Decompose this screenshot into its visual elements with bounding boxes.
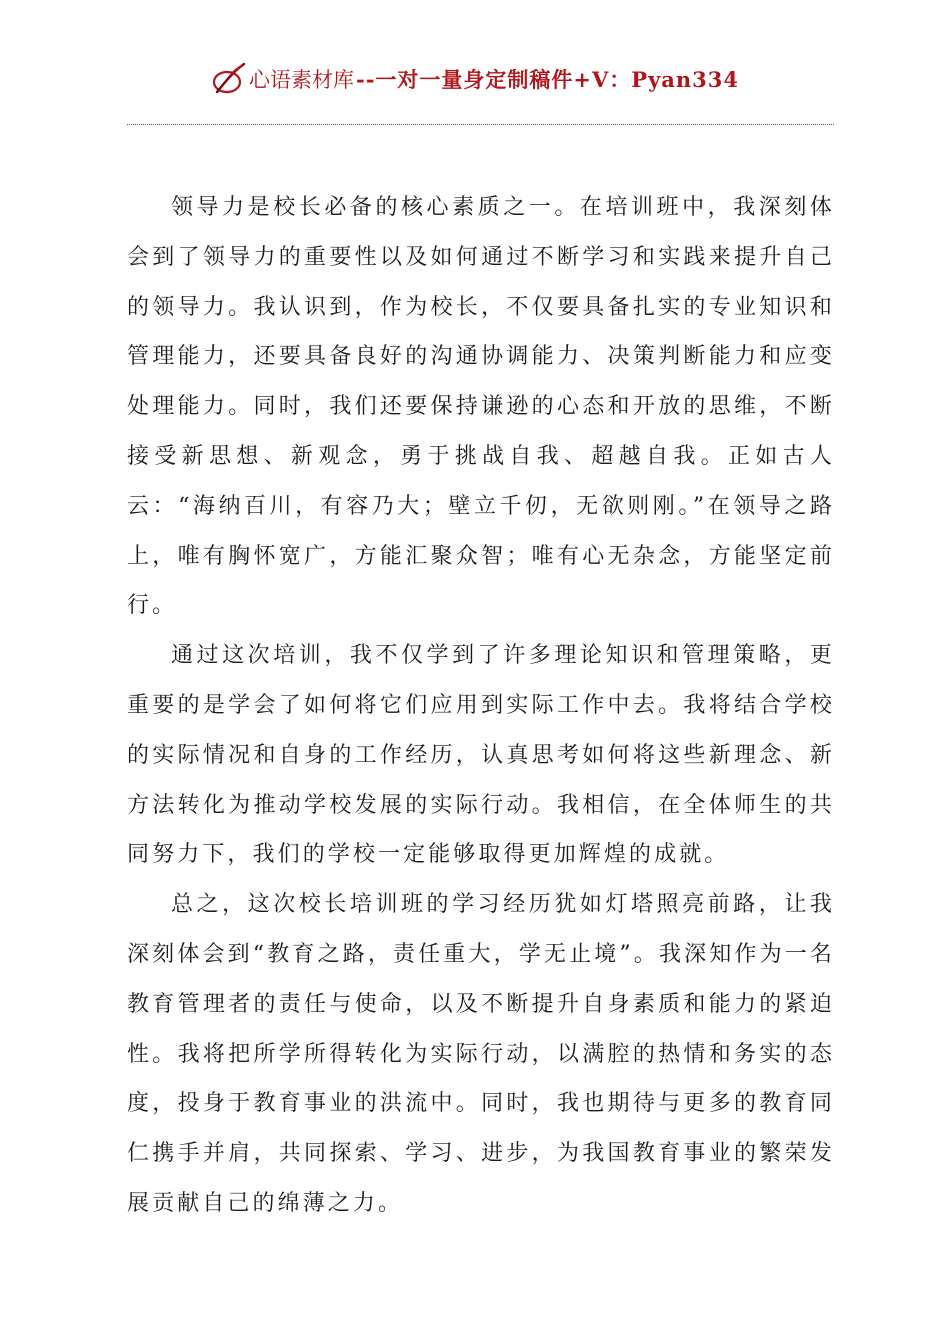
header-divider <box>127 124 834 125</box>
quill-pen-logo-icon <box>211 62 247 96</box>
header-slogan: --一对一量身定制稿件+V：Pyan334 <box>355 67 740 92</box>
paragraph: 总之，这次校长培训班的学习经历犹如灯塔照亮前路，让我深刻体会到“教育之路，责任重大，学无止境”。我深知作为一名教育管理者的责任与使命，以及不断提升自身素质和能力的紧迫性。我将把所学所得转化为实际行动，以满腔的热情和务实的态度，投身于教育事业的洪流中。同时，我也期待与更多的教育同仁携手并肩，共同探索、学习、进步，为我国教育事业的繁荣发展贡献自己的绵薄之力。 <box>127 892 835 1216</box>
paragraph: 领导力是校长必备的核心素质之一。在培训班中，我深刻体会到了领导力的重要性以及如何通过不断学习和实践来提升自己的领导力。我认识到，作为校长，不仅要具备扎实的专业知识和管理能力，还要具备良好的沟通协调能力、决策判断能力和应变处理能力。同时，我们还要保持谦逊的心态和开放的思维，不断接受新思想、新观念，勇于挑战自我、超越自我。正如古人云：“海纳百川，有容乃大；壁立千仞，无欲则刚。”在领导之路上，唯有胸怀宽广，方能汇聚众智；唯有心无杂念，方能坚定前行。 <box>127 195 835 619</box>
brand-name: 心语素材库 <box>248 68 354 92</box>
page-header <box>0 62 950 102</box>
header-banner <box>211 62 739 96</box>
paragraph: 通过这次培训，我不仅学到了许多理论知识和管理策略，更重要的是学会了如何将它们应用到实际工作中去。我将结合学校的实际情况和自身的工作经历，认真思考如何将这些新理念、新方法转化为推动学校发展的实际行动。我相信，在全体师生的共同努力下，我们的学校一定能够取得更加辉煌的成就。 <box>127 643 835 868</box>
document-body <box>127 183 835 1229</box>
